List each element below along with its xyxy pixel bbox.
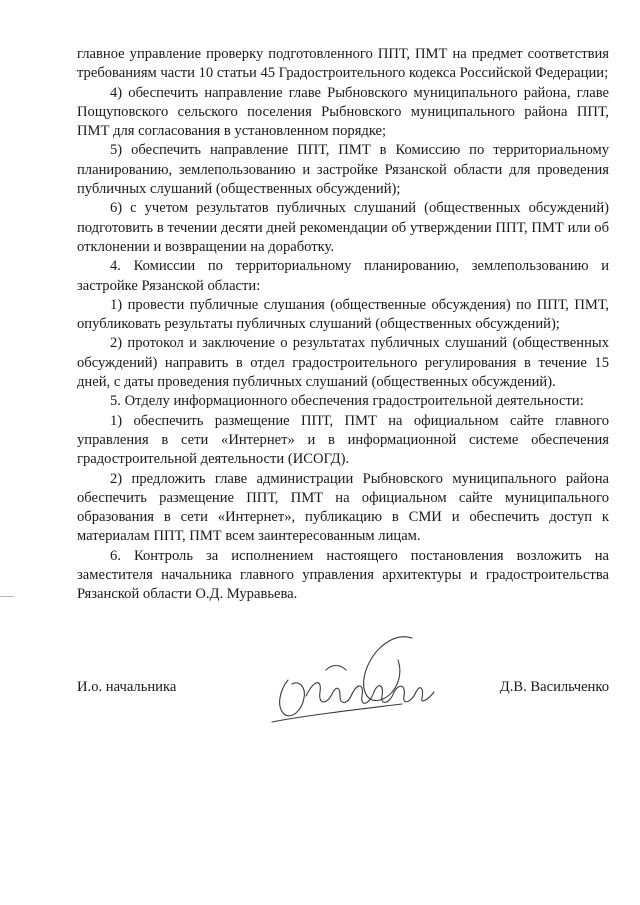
paragraph-section-6: 6. Контроль за исполнением настоящего постановления возложить на заместителя начальника главного управления архитектуры и градостроительства Рязанской области О.Д. Муравьева.	[77, 547, 609, 603]
paragraph-item-4: 4) обеспечить направление главе Рыбновского муниципального района, главе Пощуповского сельского поселения Рыбновского муниципального района ППТ, ПМТ для согласования в установленном порядке;	[77, 84, 609, 140]
paragraph-item-5: 5) обеспечить направление ППТ, ПМТ в Комиссию по территориальному планированию, землепользованию и застройке Рязанской области для проведения публичных слушаний (общественных обсуждений);	[77, 142, 609, 198]
paragraph-section-5-item-1: 1) обеспечить размещение ППТ, ПМТ на официальном сайте главного управления в сети «Интернет» и в информационной системе обеспечения градостроительной деятельности (ИСОГД).	[77, 412, 609, 468]
paragraph-section-5-item-2: 2) предложить главе администрации Рыбновского муниципального района обеспечить размещение ППТ, ПМТ на официальном сайте муниципального образования в сети «Интернет», публикацию в СМИ и обеспечить доступ к материалам ППТ, ПМТ всем заинтересованным лицам.	[77, 470, 609, 545]
document-body	[77, 45, 609, 605]
paragraph-section-5: 5. Отделу информационного обеспечения градостроительной деятельности:	[110, 393, 584, 410]
paragraph-section-4: 4. Комиссии по территориальному планированию, землепользованию и застройке Рязанской области:	[77, 258, 609, 294]
paragraph-section-4-item-2: 2) протокол и заключение о результатах публичных слушаний (общественных обсуждений) направить в отдел градостроительного регулирования в течение 15 дней, с даты проведения публичных слушаний (общественных обсуждений).	[77, 335, 609, 391]
paragraph-section-4-item-1: 1) провести публичные слушания (общественные обсуждения) по ППТ, ПМТ, опубликовать результаты публичных слушаний (общественных обсуждений);	[77, 296, 609, 333]
signatory-name: Д.В. Васильченко	[499, 679, 609, 695]
scan-margin-mark	[0, 596, 14, 597]
paragraph-item-6: 6) с учетом результатов публичных слушаний (общественных обсуждений) подготовить в течении десяти дней рекомендации об утверждении ППТ, ПМТ или об отклонении и возвращении на доработку.	[77, 200, 609, 255]
signatory-title: И.о. начальника	[77, 679, 177, 695]
handwritten-signature	[262, 630, 452, 730]
paragraph-continuation: главное управление проверку подготовленного ППТ, ПМТ на предмет соответствия требованиям части 10 статьи 45 Градостроительного кодекса Российской Федерации;	[77, 46, 609, 82]
signature-block	[77, 670, 609, 710]
